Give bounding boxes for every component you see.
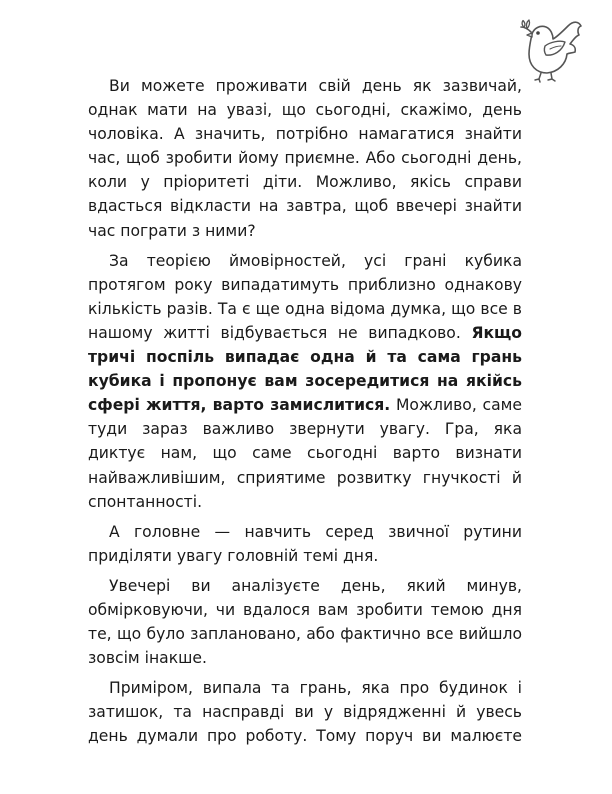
paragraph-1: Ви можете проживати свій день як зазвичай, однак мати на увазі, що сьогодні, скажімо, день чоловіка. А значить, потрібно намагатися знайти час, щоб зробити йому приємне. Або сьогодні день, коли у пріоритеті діти. Можливо, якісь справи вдасться відкласти на завтра, щоб ввечері знайти час пограти з ними? bbox=[88, 77, 522, 240]
paragraph-2-bold: Якщо тричі поспіль випадає одна й та сама грань кубика і пропонує вам зосередитися на якійсь сфері життя, варто замислитися. bbox=[88, 323, 522, 415]
paragraph-5: Приміром, випала та грань, яка про будинок і затишок, та насправді ви у відрядженні й увесь день думали про роботу. Тому поруч ви малюєте bbox=[88, 679, 522, 746]
bird-icon bbox=[520, 18, 584, 84]
paragraph-4: Увечері ви аналізуєте день, який минув, обмірковуючи, чи вдалося вам зробити темою дня те, що було заплановано, або фактично все вийшло зовсім інакше. bbox=[88, 576, 522, 668]
paragraph-2-end: Можливо, саме туди зараз важливо звернути увагу. Гра, яка диктує нам, що саме сьогодні варто визнати найважливішим, сприятиме розвитку гнучкості й спонтанності. bbox=[88, 396, 523, 511]
paragraph-2-start: За теорією ймовірностей, усі грані кубика протягом року випадатимуть приблизно однакову кількість разів. Та є ще одна відома думка, що все в нашому житті відбувається не випадково. bbox=[88, 251, 522, 342]
body-text bbox=[88, 74, 522, 755]
paragraph-3: А головне — навчить серед звичної рутини приділяти увагу головній темі дня. bbox=[88, 522, 522, 565]
paragraph-2 bbox=[88, 249, 522, 514]
